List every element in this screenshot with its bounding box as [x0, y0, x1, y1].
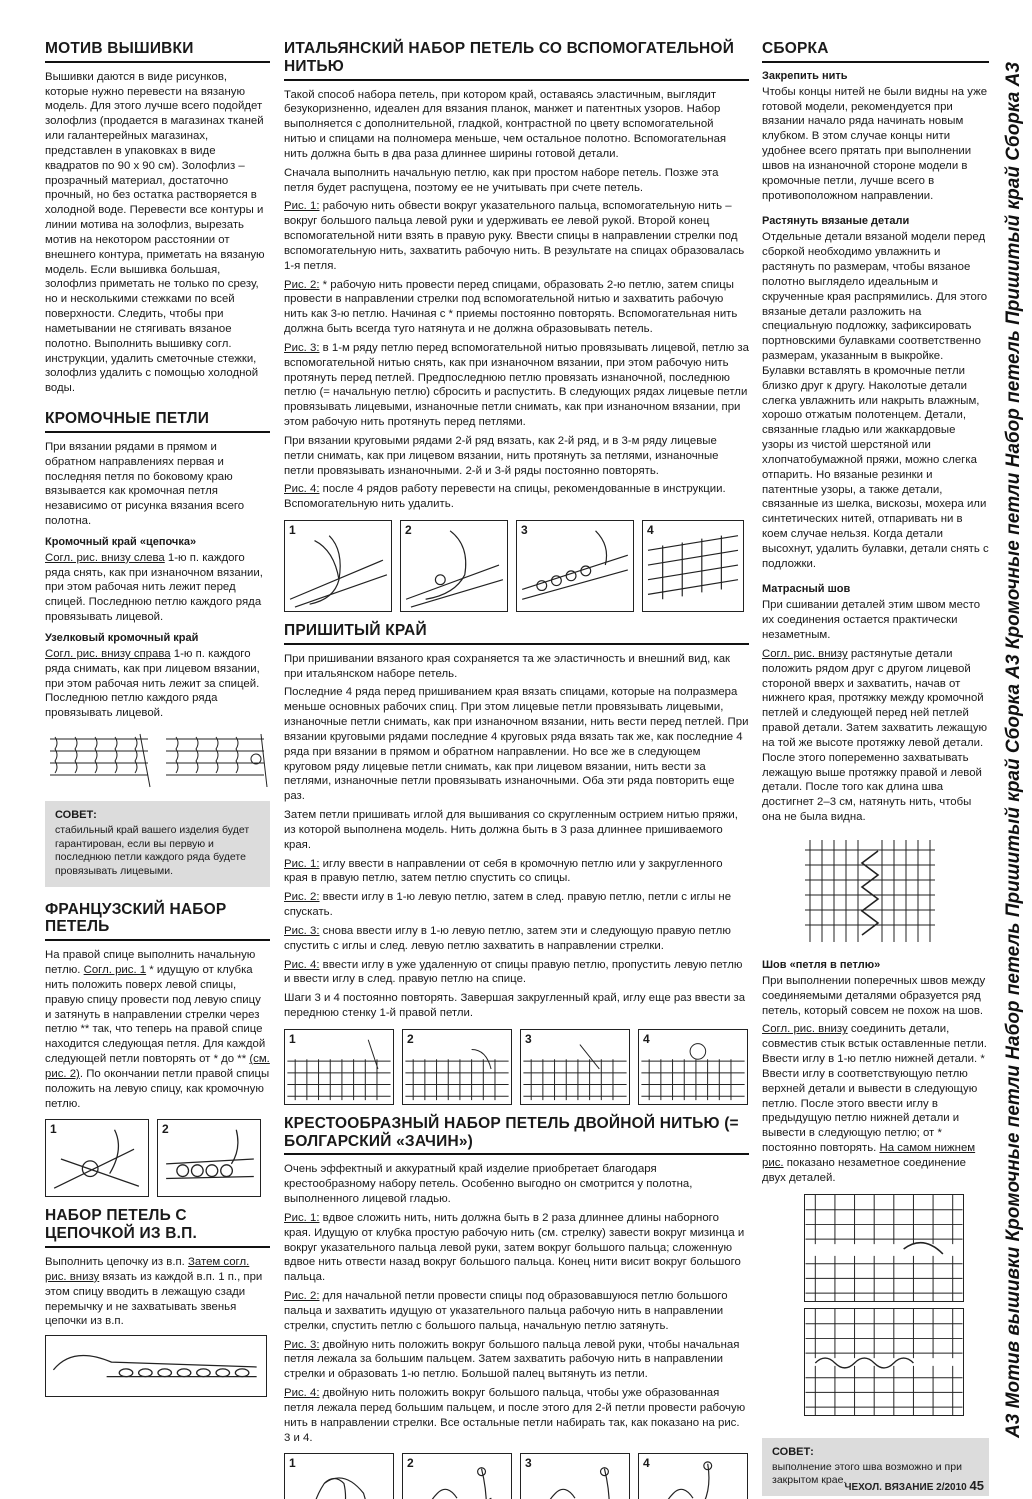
sewn-r4 [284, 958, 749, 988]
assembly-s3-body: растянутые детали положить рядом друг с другом лицевой стороной вверх и захватить, начав от нижнего края, протяжку между кромочной петлей и следующей перед ней петлей правой детали. Затем захватить лежащую на той же высоте протяжку левой детали. После этого попеременно захватывать лежащую выше протяжку правой и левой детали. После того как длина шва достигнет 2–3 см, натянуть нить, чтобы она не была видна. [762, 647, 988, 824]
bulgarian-title: КРЕСТООБРАЗНЫЙ НАБОР ПЕТЕЛЬ ДВОЙНОЙ НИТЬЮ (= БОЛГАРСКИЙ «ЗАЧИН») [284, 1115, 749, 1156]
edge-title: КРОМОЧНЫЕ ПЕТЛИ [45, 410, 270, 433]
italian-figure-4 [642, 520, 744, 612]
chain-cast-text-a: Выполнить цепочку из в.п. [45, 1256, 189, 1269]
edge-figure-knot [161, 729, 269, 791]
italian-r3-text: в 1-м ряду петлю перед вспомогательной нитью провязывать лицевой, петлю за вспомогательной нитью снять, как при изнаночном вязании, при этом рабочую нить протянуть перед петлей. Предпоследнюю петлю провязать изнаночной, последнюю петлю (= начальную петлю) сбросить и распустить. В следующих рядах лицевые петли провязывать лицевыми, изнаночные петли снимать, как при изнаночном вязании, при этом рабочую нить протянуть перед петлями. [284, 341, 749, 429]
sewn-r2 [284, 890, 749, 920]
mattress-stitch-figure [800, 835, 940, 947]
bulgarian-fig1-label: 1 [289, 1456, 296, 1471]
bulgarian-r3-text: двойную нить положить вокруг большого пальца левой руки, чтобы начальная петля лежала за большим пальцем. Затем захватить рабочую нить в направлении стрелки и образовать 1-ю петлю. Большой палец вытянуть из петли. [284, 1338, 740, 1381]
footer-magazine: ЧЕХОЛ. ВЯЗАНИЕ 2/2010 [844, 1482, 967, 1493]
bulgarian-r4-ref: Рис. 4: [284, 1387, 320, 1400]
italian-r4-ref: Рис. 4: [284, 483, 320, 496]
italian-r1-text: рабочую нить обвести вокруг указательного пальца, вспомогательную нить – вокруг большого пальца левой руки и удерживать ее левой рукой. Второй конец вспомогательной нити взять в правую руку. Ввести спицы в направлении стрелки под вспомогательную нить, захватить рабочую нить. В результате на спицах образовалась 1-я петля. [284, 200, 745, 272]
sewn-r1-text: иглу ввести в направлении от себя в кромочную петлю или у закругленного края в правую петлю, затем петлю спустить со спицы. [284, 857, 723, 885]
edge-text: При вязании рядами в прямом и обратном направлениях первая и последняя петля по боковому краю вязывается как кромочная петля независимо от рисунка вязания всего полотна. [45, 440, 245, 527]
italian-p1: Такой способ набора петель, при котором край, оставаясь эластичным, выглядит безукоризненно, идеален для вязания планок, манжет и патентных узоров. Набор выполняется с дополнительной, гладкой, контрастной по цвету вспомогательной нитью и спицами на полномера меньше, чем остальное полотно. Вспомогательная нить должна быть в два раза длиннее ширины готовой детали. [284, 88, 727, 160]
sewn-r3 [284, 924, 749, 954]
french-figure-2 [157, 1119, 261, 1197]
graft-figure-1 [804, 1194, 964, 1302]
page-footer [844, 1478, 984, 1493]
italian-r2-text: * рабочую нить провести перед спицами, образовать 2-ю петлю, затем спицы провести в направлении стрелки под вспомогательной нитью и захватить рабочую нить как 3-ю петлю. Начиная с * приемы постоянно повторять. Вспомогательная нить должна быть всегда туго натянута и не должна образовывать петель. [284, 278, 738, 336]
sewn-p2: Последние 4 ряда перед пришиванием края вязать спицами, которые на полразмера меньше основных рабочих спиц. При этом лицевые петли провязывать лицевыми, изнаночные петли снимать, как при изнаночном вязании, нить вести перед петлей. При вязании круговыми рядами последние 4 круговых ряда вязать так же, как последние 4 ряда при вязании в прямом и обратном направлении. Но все же в следующем круговом ряду лицевые петли снимать, как при лицевом вязании, нить вести за петлями, изнаночные петли провязывать изнаночными. Оба эти ряда повторить еще раз. [284, 686, 749, 803]
assembly-s1-text: Чтобы концы нитей не были видны на уже готовой модели, рекомендуется при вязании начало ряда начинать новым клубком. В этом случае концы нити удобнее всего прятать при выполнении швов на изнаночной стороне модели в кромочные петли, лучше всего в противоположном направлении. [762, 85, 988, 202]
sewn-fig2-label: 2 [407, 1031, 414, 1046]
assembly-s3-text2 [762, 647, 989, 825]
french-text [45, 948, 270, 1111]
italian-r4 [284, 482, 749, 512]
chain-cast-ref: Затем согл. рис. внизу [45, 1256, 250, 1283]
french-title: ФРАНЦУЗСКИЙ НАБОР ПЕТЕЛЬ [45, 901, 270, 942]
italian-figure-2 [400, 520, 508, 612]
french-figure-1 [45, 1119, 149, 1197]
assembly-s4-body: соединить детали, совместив стык встык оставленные петли. Ввести иглу в 1-ю петлю нижней детали. * Ввести иглу в соответствующую петлю верхней детали и вывести в следующую петлю. После этого ввести иглу в предыдущую петлю нижней детали и вывести в следующую петлю; от * постоянно повторять. [762, 1023, 987, 1155]
assembly-s2-text: Отдельные детали вязаной модели перед сборкой необходимо увлажнить и растянуть по размерам, чтобы вязаное полотно выглядело идеальным и скрученные края распрямились. Для этого вязаные детали разложить на специальную подложку, зафиксировать портновскими булавками соответственно размерам, указанным в выкройке. Булавки вставлять в кромочные петли близко друг к другу. Наколотые детали слегка увлажнить или накрыть влажным, хорошо отжатым полотенцем. Детали, связанные гладью или жаккардовые узоры из чистой шерстяной или хлопчатобумажной пряжи, можно слегка отпарить. Но вязаные резинки и патентные узоры, а также детали, связанные из шелка, вискозы, мохера или синтетических нитей, отпаривать ни в коем случае нельзя. Когда детали высохнут, удалить булавки, детали снять с подложки. [762, 231, 989, 570]
column-right [762, 40, 989, 1499]
french-text-b: * идущую от клубка нить положить поверх левой спицы, правую спицу провести под левую спицу и затянуть в направлении стрелки через петлю ** так, что теперь на правой спице находится следующая петля. Для каждой следующей петли повторять от * до ** [45, 964, 266, 1066]
bulgarian-fig3-label: 3 [525, 1456, 532, 1471]
motif-title: МОТИВ ВЫШИВКИ [45, 40, 270, 63]
bulgarian-fig4-label: 4 [643, 1456, 650, 1471]
assembly-s3-title: Матрасный шов [762, 583, 851, 596]
knot-edge-title: Узелковый кромочный край [45, 631, 199, 644]
sewn-figure-4 [638, 1029, 748, 1105]
vertical-section-index [996, 0, 1032, 1499]
chain-edge-body: 1-ю п. каждого ряда снять, как при изнаночном вязании, при этом рабочая нить лежит перед спицей. Последнюю петлю каждого ряда провязывать лицевой. [45, 551, 263, 624]
sewn-figures [284, 1029, 749, 1105]
sewn-r3-ref: Рис. 3: [284, 924, 320, 937]
column-middle [284, 40, 749, 1499]
assembly-s4-ref2: На самом нижнем рис. [762, 1142, 976, 1169]
assembly-s3-text: При сшивании деталей этим швом место их соединения остается практически незаметным. [762, 599, 981, 642]
tip-left-title: СОВЕТ: [55, 809, 97, 822]
bulgarian-r1-ref: Рис. 1: [284, 1211, 320, 1224]
tip-box-left [45, 801, 270, 887]
italian-fig4-label: 4 [647, 522, 654, 537]
tip-left-text: стабильный край вашего изделия будет гарантирован, если вы первую и последнюю петли каждого ряда будете провязывать лицевыми. [55, 824, 250, 878]
french-text-a: На правой спице выполнить начальную петлю. [45, 949, 256, 977]
sewn-figure-3 [520, 1029, 630, 1105]
assembly-s4-body2: показано незаметное соединение двух деталей. [762, 1156, 966, 1184]
bulgarian-figure-1 [284, 1453, 394, 1499]
vertical-section-text: А3 Мотив вышивки Кромочные петли Набор петель Пришитый край Сборка А3 Кромочные петли Набор петель Пришитый край Сборка А3 [1003, 61, 1024, 1438]
chain-edge-title: Кромочный край «цепочка» [45, 535, 197, 548]
bulgarian-r1-text: вдвое сложить нить, нить должна быть в 2 раза длиннее длины наборного края. Идущую от клубка простую рабочую нить (см. стрелку) завести вокруг мизинца и вокруг указательного пальца левой руки, затем вокруг большого пальца; сложенную вдвое нить отвести назад вокруг большого пальца. Конец нити висит вокруг большого пальца. [284, 1211, 745, 1284]
knot-edge-text [45, 647, 270, 721]
french-text-c: . По окончании петли правой спицы положить на левую спицу, как кромочную петлю. [45, 1067, 270, 1110]
sewn-r2-ref: Рис. 2: [284, 891, 320, 904]
italian-r3 [284, 341, 749, 430]
tip-right-text: выполнение этого шва возможно и при закрытом крае. [772, 1460, 962, 1487]
edge-figure-chain [45, 729, 153, 791]
tip-right-title: СОВЕТ: [772, 1445, 814, 1458]
bulgarian-r2 [284, 1289, 749, 1333]
chain-edge-ref: Согл. рис. внизу слева [45, 551, 165, 564]
sewn-r2-text: ввести иглу в 1-ю левую петлю, затем в след. правую петлю, петли с иглы не спускать. [284, 891, 732, 919]
sewn-figure-1 [284, 1029, 394, 1105]
bulgarian-r3 [284, 1338, 749, 1382]
assembly-s1-title: Закрепить нить [762, 69, 848, 82]
italian-fig1-label: 1 [289, 522, 296, 537]
knot-edge-body: 1-ю п. каждого ряда снимать, как при лицевом вязании, при этом рабочая нить лежит за спицей. Последнюю петлю каждого ряда провязывать лицевой. [45, 647, 260, 720]
italian-r3-ref: Рис. 3: [284, 341, 320, 354]
sewn-r1-ref: Рис. 1: [284, 857, 320, 870]
bulgarian-figure-2 [402, 1453, 512, 1499]
chain-edge-text [45, 551, 270, 625]
assembly-s4-ref: Согл. рис. внизу [762, 1023, 848, 1036]
italian-title: ИТАЛЬЯНСКИЙ НАБОР ПЕТЕЛЬ СО ВСПОМОГАТЕЛЬНОЙ НИТЬЮ [284, 40, 749, 81]
bulgarian-r2-ref: Рис. 2: [284, 1290, 320, 1303]
french-fig1-label: 1 [50, 1122, 57, 1137]
italian-r1 [284, 199, 749, 273]
italian-figure-1 [284, 520, 392, 612]
chain-cast-figure [45, 1335, 267, 1397]
sewn-r3-text: снова ввести иглу в 1-ю левую петлю, затем эти и следующую правую петлю спустить с иглы и след. левую петлю захватить в направлении стрелки. [284, 924, 731, 952]
sewn-fig3-label: 3 [525, 1031, 532, 1046]
sewn-r4-text: ввести иглу в уже удаленную от спицы правую петлю, пропустить левую петлю и ввести иглу в след. правую петлю на спице. [284, 958, 743, 986]
sewn-title: ПРИШИТЫЙ КРАЙ [284, 622, 749, 645]
chain-cast-text-b: вязать из каждой в.п. 1 п., при этом спицу вводить в лежащую сзади перемычку и не захватывать звенья цепочки из в.п. [45, 1270, 263, 1328]
french-ref2: (см. рис. 2) [45, 1053, 270, 1080]
french-figures [45, 1119, 270, 1197]
italian-figures [284, 520, 749, 612]
italian-p3: При вязании круговыми рядами 2-й ряд вязать, как 2-й ряд, и в 3-м ряду лицевые петли снимать, как при лицевом вязании, нить протянуть за петлями, изнаночные петли провязывать изнаночными. 2-й и 3-й ряды постоянно повторять. [284, 434, 719, 477]
sewn-p1: При пришивании вязаного края сохраняется та же эластичность и внешний вид, как при итальянском наборе петель. [284, 652, 731, 680]
page-number: 45 [969, 1478, 984, 1493]
italian-figure-3 [516, 520, 634, 612]
assembly-s4-text2 [762, 1022, 989, 1185]
graft-figure-2 [804, 1308, 964, 1416]
edge-figures [45, 729, 270, 791]
bulgarian-p1: Очень эффектный и аккуратный край изделие приобретает благодаря крестообразному набору петель. Особенно выгодно он смотрится у полотна, выполненного лицевой гладью. [284, 1163, 693, 1206]
bulgarian-r1 [284, 1211, 749, 1285]
sewn-r4-ref: Рис. 4: [284, 958, 320, 971]
italian-r4-text: после 4 рядов работу перевести на спицы, рекомендованные в инструкции. Вспомогательную нить удалить. [284, 483, 726, 511]
italian-fig3-label: 3 [521, 522, 528, 537]
italian-r2 [284, 278, 749, 337]
motif-text: Вышивки даются в виде рисунков, которые нужно перевести на вязаную модель. Для этого лучше всего подойдет золофлиз (продается в магазинах тканей или галантерейных магазинах, представлен в упаковках в виде квадратов по 90 х 90 см). Золофлиз – прозрачный материал, достаточно прочный, но без остатка растворяется в холодной воде. Перевести все контуры и линии мотива на золофлиз, вырезать мотив на некотором расстоянии от внешнего контура, приметать на вязаную модель. Если вышивка большая, золофлиз приметать не только по срезу, но и несколькими стежками по всей поверхности. Следить, чтобы при наметывании не стягивать вязаное полотно. Выполнить вышивку согл. инструкции, удалить сметочные стежки, золофлиз удалить с помощью холодной воды. [45, 70, 265, 395]
assembly-s4-title: Шов «петля в петлю» [762, 958, 881, 971]
italian-r1-ref: Рис. 1: [284, 200, 320, 213]
chain-cast-text [45, 1255, 270, 1329]
bulgarian-figure-3 [520, 1453, 630, 1499]
bulgarian-r4-text: двойную нить положить вокруг большого пальца, чтобы уже образованная петля лежала перед большим пальцем, и после этого для 2-й петли провести рабочую нить в направлении стрелки. Все остальные петли набирать так, как показано на рис. 3 и 4. [284, 1387, 746, 1444]
italian-fig2-label: 2 [405, 522, 412, 537]
french-fig2-label: 2 [162, 1122, 169, 1137]
sewn-figure-2 [402, 1029, 512, 1105]
assembly-title: СБОРКА [762, 40, 989, 63]
bulgarian-fig2-label: 2 [407, 1456, 414, 1471]
french-ref1: Согл. рис. 1 [83, 964, 147, 977]
chain-cast-title: НАБОР ПЕТЕЛЬ С ЦЕПОЧКОЙ ИЗ В.П. [45, 1207, 270, 1248]
italian-p2: Сначала выполнить начальную петлю, как при простом наборе петель. Позже эта петля будет распущена, поэтому ее не учитывать при счете петель. [284, 166, 719, 194]
assembly-s4-text: При выполнении поперечных швов между соединяемыми деталями образуется ряд петель, который совсем не похож на шов. [762, 974, 986, 1017]
sewn-fig1-label: 1 [289, 1031, 296, 1046]
sewn-r1 [284, 857, 749, 887]
knot-edge-ref: Согл. рис. внизу справа [45, 647, 171, 660]
bulgarian-figures [284, 1453, 749, 1499]
bulgarian-figure-4 [638, 1453, 748, 1499]
assembly-s2-title: Растянуть вязаные детали [762, 215, 910, 228]
sewn-p3: Затем петли пришивать иглой для вышивания со скругленным острием нитью пряжи, из которой выполнена модель. Нить должна быть в 3 раза длиннее пришиваемого края. [284, 809, 738, 851]
sewn-p4: Шаги 3 и 4 постоянно повторять. Завершая закругленный край, иглу еще раз ввести за переднюю стенку 1-й правой петли. [284, 992, 746, 1020]
bulgarian-r2-text: для начальной петли провести спицы под образовавшуюся петлю большого пальца и захватить идущую от указательного пальца рабочую нить в направлении стрелки, спустить петлю с большого пальца, начальную петлю затянуть. [284, 1290, 728, 1332]
bulgarian-r4 [284, 1386, 749, 1445]
italian-r2-ref: Рис. 2: [284, 278, 320, 291]
assembly-s3-ref: Согл. рис. внизу [762, 647, 848, 660]
bulgarian-r3-ref: Рис. 3: [284, 1338, 320, 1351]
sewn-fig4-label: 4 [643, 1031, 650, 1046]
column-left [45, 40, 270, 1397]
